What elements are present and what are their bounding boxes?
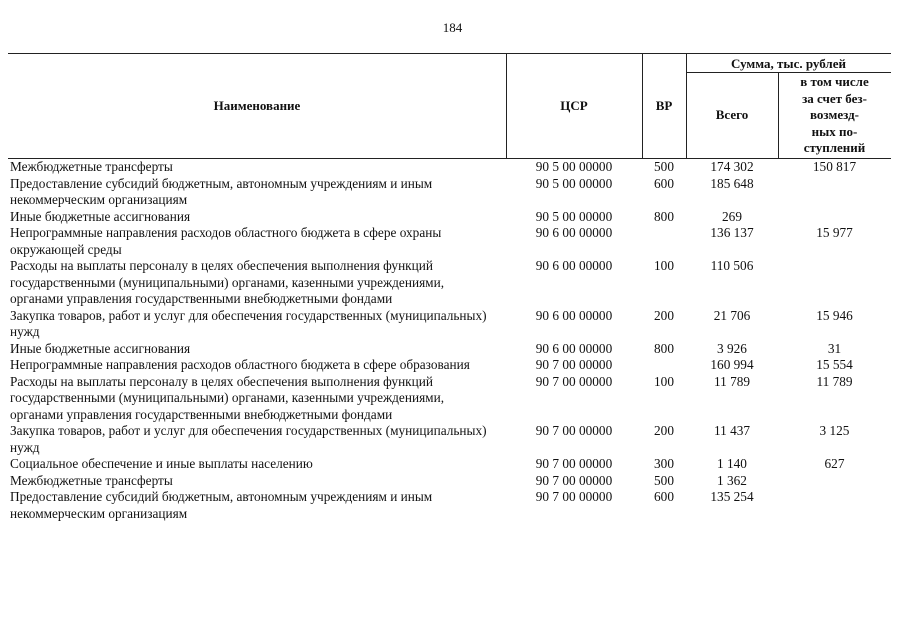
row-vr: 100 bbox=[654, 373, 674, 389]
header-line: в том числе bbox=[800, 74, 869, 89]
row-csr: 90 6 00 00000 bbox=[535, 258, 613, 273]
column-header-total: Всего bbox=[715, 107, 749, 122]
row-vr bbox=[642, 225, 686, 258]
row-vr: 500 bbox=[654, 159, 674, 174]
row-vr: 300 bbox=[654, 456, 674, 471]
table-row bbox=[8, 473, 891, 490]
budget-table bbox=[8, 53, 891, 522]
row-csr: 90 6 00 00000 bbox=[535, 225, 613, 240]
row-csr: 90 5 00 00000 bbox=[535, 159, 613, 174]
row-gratis: 3 125 bbox=[819, 423, 850, 438]
table-row bbox=[8, 489, 891, 522]
row-name: Расходы на выплаты персоналу в целях обеспечения выполнения функций государственными (муниципальными) органами, казенными учреждениями, органами управления государственными внебюджетными фондами bbox=[10, 258, 445, 306]
row-gratis: 627 bbox=[824, 456, 845, 471]
row-gratis bbox=[778, 258, 891, 308]
row-gratis: 15 977 bbox=[816, 225, 853, 240]
row-csr: 90 7 00 00000 bbox=[535, 423, 613, 438]
row-name: Предоставление субсидий бюджетным, автономным учреждениям и иным некоммерческим организациям bbox=[10, 175, 433, 207]
table-body bbox=[8, 159, 891, 522]
row-name: Предоставление субсидий бюджетным, автономным учреждениям и иным некоммерческим организациям bbox=[10, 489, 433, 521]
column-header-gratis bbox=[778, 74, 891, 157]
row-name: Социальное обеспечение и иные выплаты населению bbox=[10, 456, 313, 471]
table-row bbox=[8, 176, 891, 209]
row-gratis bbox=[778, 473, 891, 490]
table-row bbox=[8, 357, 891, 374]
row-csr: 90 6 00 00000 bbox=[535, 340, 613, 356]
header-line: за счет без- bbox=[802, 90, 867, 106]
row-total: 11 437 bbox=[713, 423, 751, 438]
table-header bbox=[8, 53, 891, 159]
row-csr: 90 7 00 00000 bbox=[535, 489, 613, 504]
row-name: Расходы на выплаты персоналу в целях обеспечения выполнения функций государственными (муниципальными) органами, казенными учреждениями, органами управления государственными внебюджетными фондами bbox=[10, 373, 445, 422]
row-total: 21 706 bbox=[713, 307, 751, 323]
header-divider bbox=[686, 72, 891, 73]
table-row bbox=[8, 374, 891, 424]
row-gratis: 31 bbox=[827, 340, 842, 356]
row-name: Иные бюджетные ассигнования bbox=[10, 340, 191, 356]
row-gratis bbox=[778, 209, 891, 226]
row-gratis: 15 554 bbox=[816, 357, 853, 372]
row-total: 135 254 bbox=[710, 489, 754, 504]
row-total: 174 302 bbox=[710, 159, 754, 174]
table-row bbox=[8, 159, 891, 176]
header-line: ступлений bbox=[803, 140, 866, 155]
table-row bbox=[8, 341, 891, 358]
row-gratis bbox=[778, 176, 891, 209]
row-name: Закупка товаров, работ и услуг для обеспечения государственных (муниципальных) нужд bbox=[10, 307, 487, 339]
table-row bbox=[8, 225, 891, 258]
table-row bbox=[8, 209, 891, 226]
row-total: 136 137 bbox=[710, 225, 754, 240]
row-csr: 90 7 00 00000 bbox=[535, 373, 613, 389]
row-csr: 90 6 00 00000 bbox=[535, 307, 613, 323]
header-line: ных по- bbox=[811, 123, 858, 139]
row-name: Закупка товаров, работ и услуг для обеспечения государственных (муниципальных) нужд bbox=[10, 423, 487, 455]
row-csr: 90 7 00 00000 bbox=[535, 456, 613, 471]
row-name: Межбюджетные трансферты bbox=[10, 472, 173, 488]
row-csr: 90 5 00 00000 bbox=[535, 208, 613, 224]
column-header-vr: ВР bbox=[655, 98, 673, 113]
row-gratis: 15 946 bbox=[816, 307, 853, 323]
row-vr: 800 bbox=[654, 208, 674, 224]
row-total: 110 506 bbox=[710, 258, 754, 273]
row-total: 1 362 bbox=[717, 472, 747, 488]
row-gratis: 150 817 bbox=[812, 159, 857, 174]
row-total: 1 140 bbox=[717, 456, 747, 471]
table-row bbox=[8, 456, 891, 473]
row-vr: 600 bbox=[654, 175, 674, 191]
row-vr: 200 bbox=[654, 307, 674, 323]
row-total: 3 926 bbox=[717, 340, 747, 356]
row-total: 11 789 bbox=[713, 373, 751, 389]
row-vr: 800 bbox=[654, 340, 674, 356]
row-total: 185 648 bbox=[710, 175, 754, 191]
row-vr: 200 bbox=[654, 423, 674, 438]
row-vr: 600 bbox=[654, 489, 674, 504]
row-csr: 90 7 00 00000 bbox=[535, 357, 613, 372]
column-header-csr: ЦСР bbox=[560, 98, 588, 113]
row-vr bbox=[642, 357, 686, 374]
row-name: Межбюджетные трансферты bbox=[10, 159, 173, 174]
column-header-sum: Сумма, тыс. рублей bbox=[731, 56, 846, 71]
row-gratis bbox=[778, 489, 891, 522]
row-name: Непрограммные направления расходов областного бюджета в сфере образования bbox=[10, 357, 470, 372]
row-csr: 90 5 00 00000 bbox=[535, 175, 613, 191]
row-total: 160 994 bbox=[710, 357, 754, 372]
header-line: возмезд- bbox=[810, 107, 859, 122]
row-csr: 90 7 00 00000 bbox=[535, 472, 613, 488]
table-row bbox=[8, 308, 891, 341]
table-row bbox=[8, 258, 891, 308]
row-name: Иные бюджетные ассигнования bbox=[10, 208, 191, 224]
row-vr: 500 bbox=[654, 472, 674, 488]
column-header-name: Наименование bbox=[213, 98, 301, 113]
page-number: 184 bbox=[442, 20, 463, 35]
row-vr: 100 bbox=[654, 258, 674, 273]
row-gratis: 11 789 bbox=[816, 373, 853, 389]
row-total: 269 bbox=[722, 208, 742, 224]
table-row bbox=[8, 423, 891, 456]
row-name: Непрограммные направления расходов областного бюджета в сфере охраны окружающей среды bbox=[10, 225, 442, 257]
